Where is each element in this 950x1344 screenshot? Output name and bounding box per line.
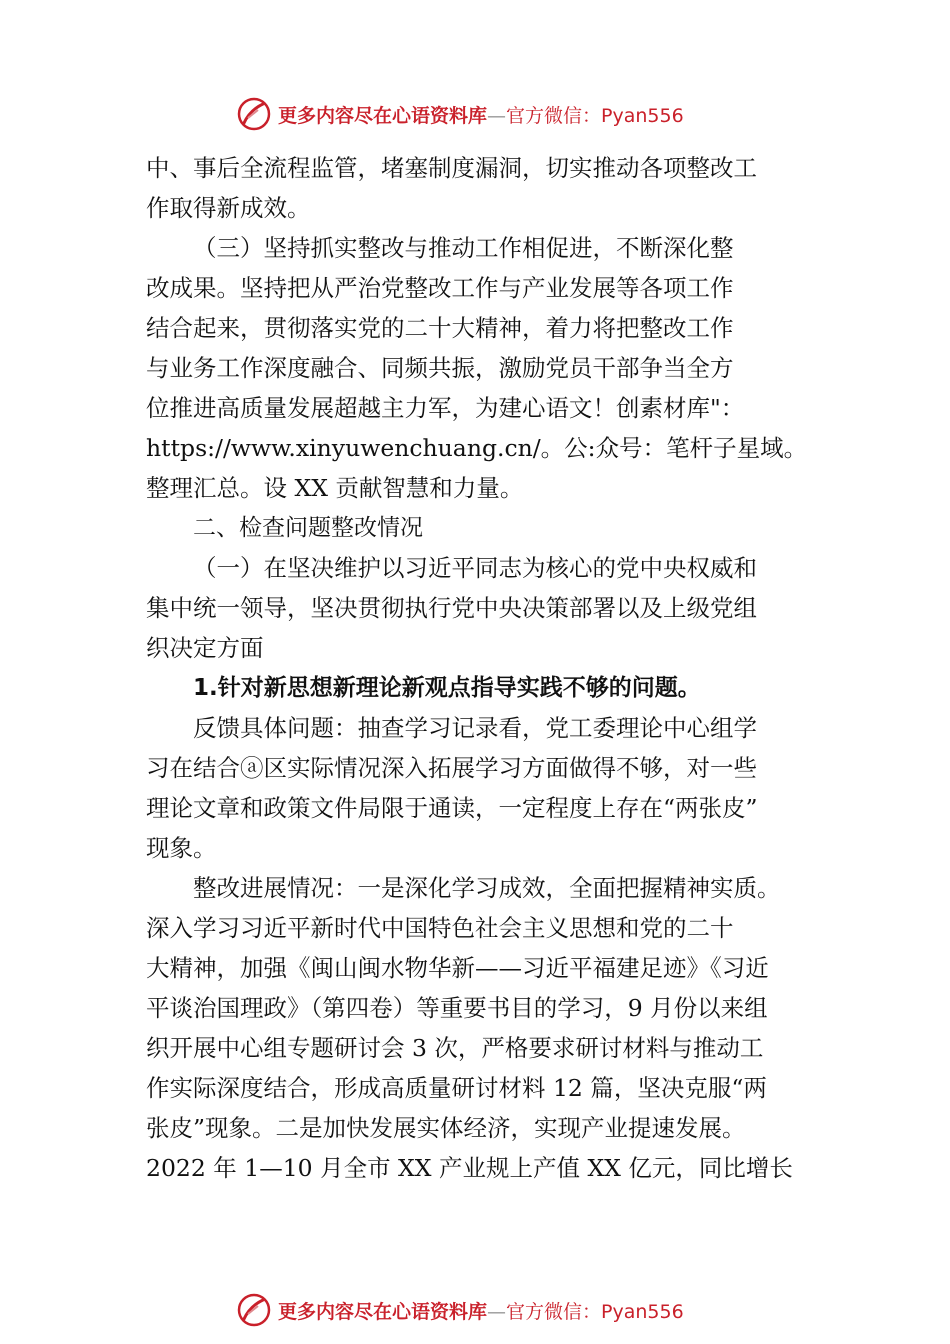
subsection-heading: （一）在坚决维护以习近平同志为核心的党中央权威和 — [193, 554, 757, 582]
watermark-footer — [236, 1290, 756, 1330]
watermark-wechat: 官方微信：Pyan556 — [506, 1300, 684, 1323]
text-line: 改成果。坚持把从严治党整改工作与产业发展等各项工作 — [146, 274, 734, 302]
paragraph-start: 反馈具体问题：抽查学习记录看，党工委理论中心组学 — [193, 714, 757, 742]
text-line: 平谈治国理政》（第四卷）等重要书目的学习，9 月份以来组 — [146, 994, 768, 1022]
paragraph-start: （三）坚持抓实整改与推动工作相促进，不断深化整 — [193, 234, 734, 262]
brush-logo-icon — [236, 1292, 272, 1328]
text-line: 织开展中心组专题研讨会 3 次，严格要求研讨材料与推动工 — [146, 1034, 764, 1062]
text-line: 与业务工作深度融合、同频共振，激励党员干部争当全方 — [146, 354, 734, 382]
text-line: https://www.xinyuwenchuang.cn/。公:众号：笔杆子星域。 — [146, 434, 808, 462]
watermark-main-text: 更多内容尽在心语资料库 — [278, 104, 488, 127]
document-body — [146, 148, 826, 1188]
text-line: 习在结合ⓐ区实际情况深入拓展学习方面做得不够，对一些 — [146, 754, 757, 782]
text-line: 理论文章和政策文件局限于通读，一定程度上存在“两张皮” — [146, 794, 758, 822]
text-line: 2022 年 1—10 月全市 XX 产业规上产值 XX 亿元，同比增长 — [146, 1154, 793, 1182]
watermark-header — [236, 94, 756, 134]
text-line: 现象。 — [146, 834, 217, 862]
watermark-main-text: 更多内容尽在心语资料库 — [278, 1300, 488, 1323]
brush-logo-icon — [236, 96, 272, 132]
text-line: 中、事后全流程监管，堵塞制度漏洞，切实推动各项整改工 — [146, 154, 757, 182]
text-line: 整理汇总。设 XX 贡献智慧和力量。 — [146, 474, 524, 502]
text-line: 大精神，加强《闽山闽水物华新——习近平福建足迹》《习近 — [146, 954, 769, 982]
text-line: 集中统一领导，坚决贯彻执行党中央决策部署以及上级党组 — [146, 594, 757, 622]
text-line: 织决定方面 — [146, 634, 264, 662]
paragraph-start: 整改进展情况：一是深化学习成效，全面把握精神实质。 — [193, 874, 781, 902]
watermark-wechat: 官方微信：Pyan556 — [506, 104, 684, 127]
text-line: 作取得新成效。 — [146, 194, 311, 222]
text-line: 结合起来，贯彻落实党的二十大精神，着力将把整改工作 — [146, 314, 734, 342]
section-heading: 二、检查问题整改情况 — [193, 515, 423, 541]
watermark-separator: — — [487, 104, 507, 127]
text-line: 深入学习习近平新时代中国特色社会主义思想和党的二十 — [146, 914, 734, 942]
watermark-separator: — — [487, 1300, 507, 1323]
item-heading: 1.针对新思想新理论新观点指导实践不够的问题。 — [193, 675, 701, 701]
text-line: 位推进高质量发展超越主力军，为建心语文！创素材库"： — [146, 394, 745, 422]
text-line: 张皮”现象。二是加快发展实体经济，实现产业提速发展。 — [146, 1114, 746, 1142]
text-line: 作实际深度结合，形成高质量研讨材料 12 篇，坚决克服“两 — [146, 1074, 767, 1102]
